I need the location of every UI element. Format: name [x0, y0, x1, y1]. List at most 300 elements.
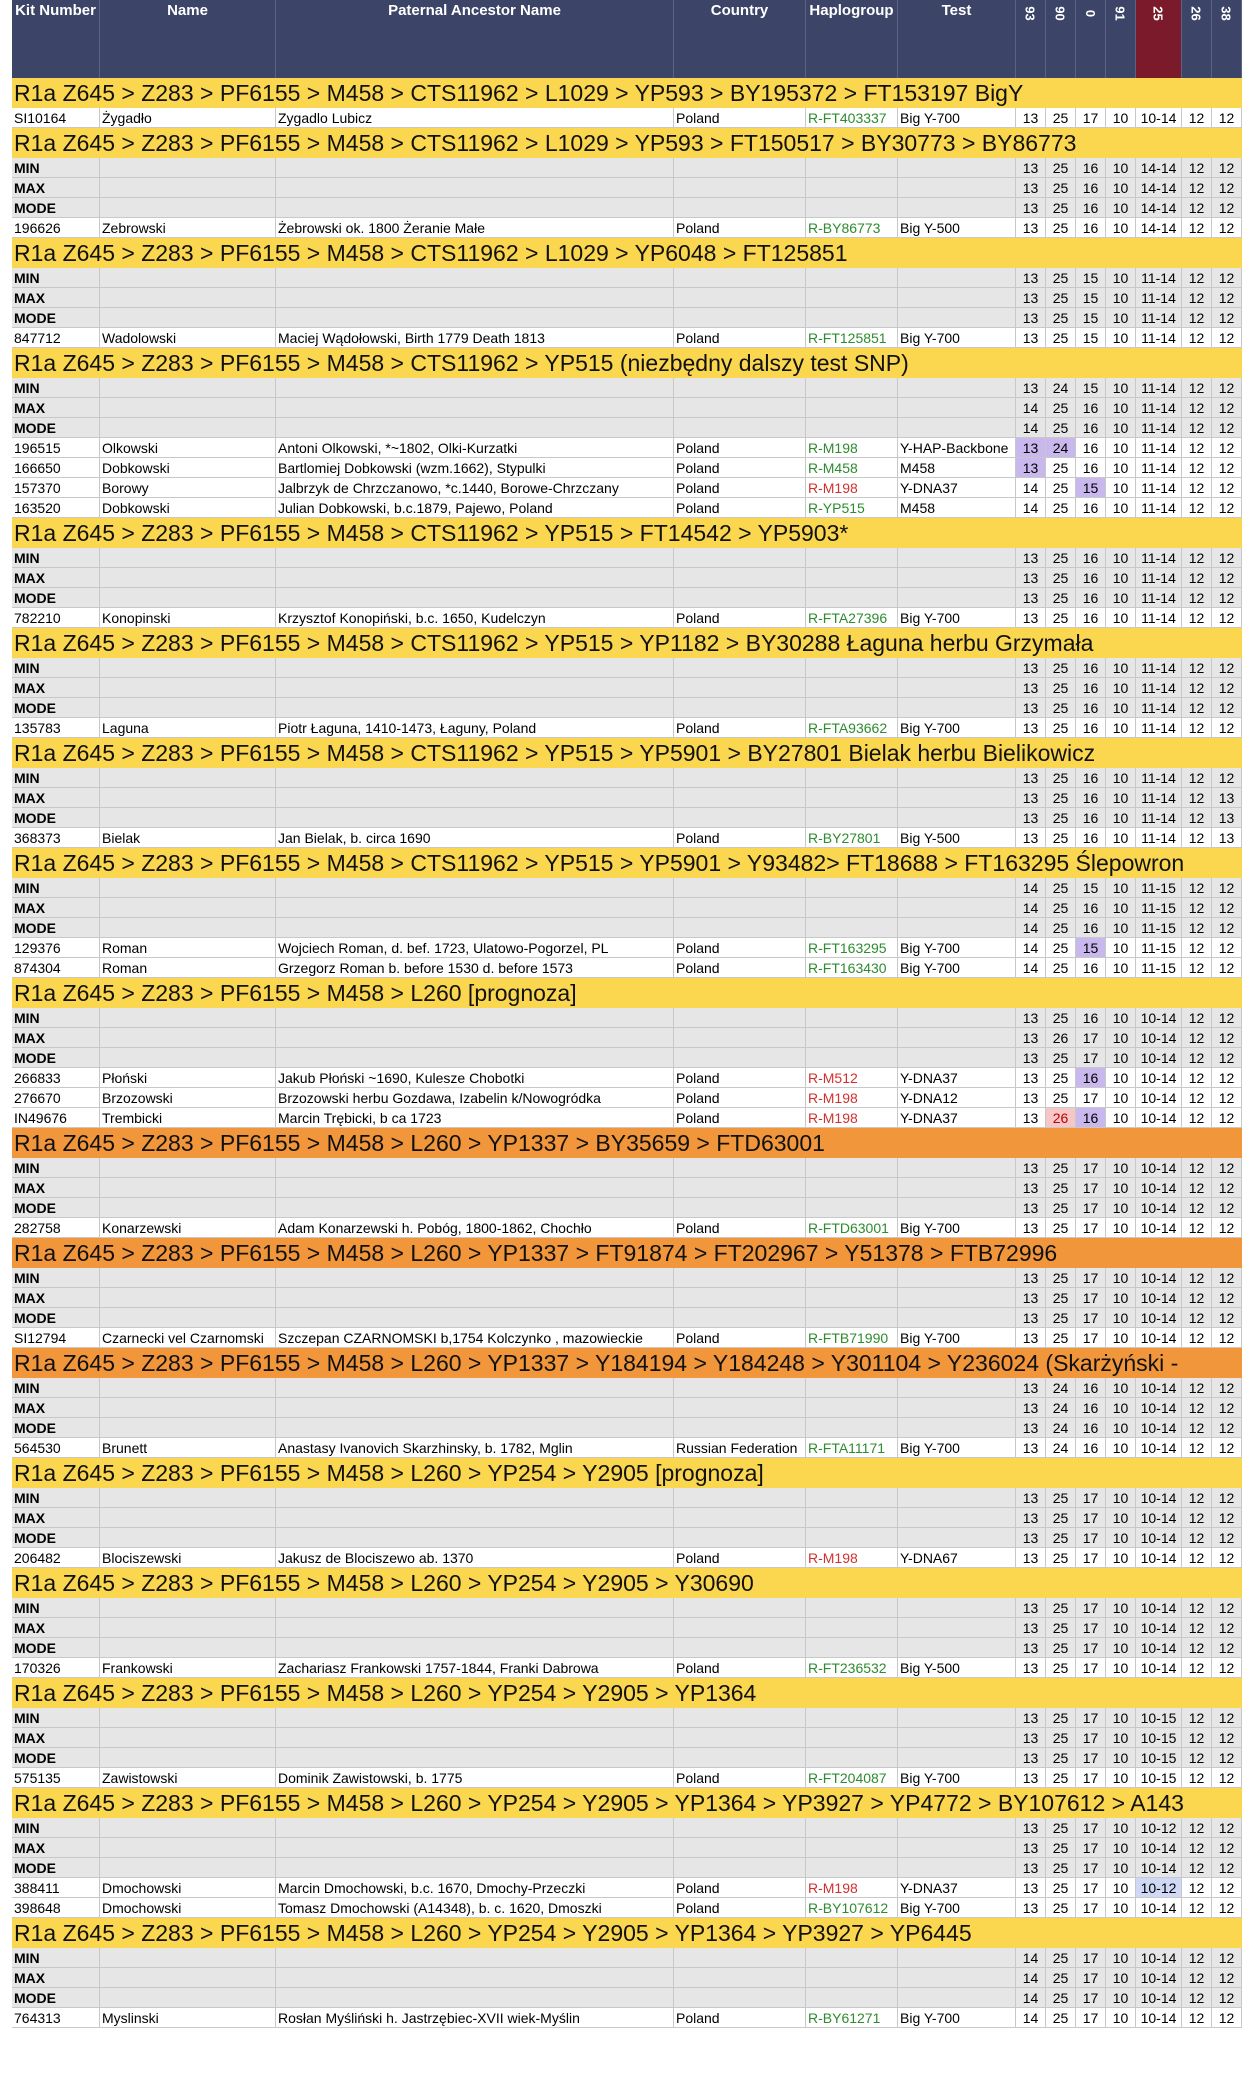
- stat-row: [12, 1748, 1242, 1768]
- kit-number-cell: 196626: [12, 218, 100, 237]
- marker-value-cell: 25: [1046, 458, 1076, 477]
- table-cell: [100, 1178, 276, 1197]
- marker-value-cell: 12: [1182, 808, 1212, 827]
- table-cell: [806, 1988, 898, 2007]
- kit-number-cell: 163520: [12, 498, 100, 517]
- country-cell: Poland: [674, 938, 806, 957]
- stat-row: [12, 678, 1242, 698]
- table-cell: [806, 1528, 898, 1547]
- haplogroup-path-row: R1a Z645 > Z283 > PF6155 > M458 > L260 > YP254 > Y2905 > YP1364 > YP3927 > YP4772 > BY107612 > A143: [12, 1788, 1242, 1818]
- label-cell: MAX: [12, 1028, 100, 1047]
- table-cell: [674, 1268, 806, 1287]
- marker-value-cell: 10: [1106, 1028, 1136, 1047]
- haplogroup-path-row: R1a Z645 > Z283 > PF6155 > M458 > L260 > YP254 > Y2905 > YP1364 > YP3927 > YP6445: [12, 1918, 1242, 1948]
- kit-number-cell: 129376: [12, 938, 100, 957]
- marker-value-cell: 10: [1106, 878, 1136, 897]
- label-cell: MAX: [12, 398, 100, 417]
- marker-value-cell: 25: [1046, 658, 1076, 677]
- marker-value-cell: 10-14: [1136, 1838, 1182, 1857]
- label-cell: MIN: [12, 1008, 100, 1027]
- table-cell: [674, 1748, 806, 1767]
- marker-value-cell: 10-14: [1136, 1548, 1182, 1567]
- table-cell: [898, 1748, 1016, 1767]
- stat-row: [12, 1638, 1242, 1658]
- marker-value-cell: 12: [1182, 958, 1212, 977]
- stat-row: [12, 1488, 1242, 1508]
- marker-value-cell: 10: [1106, 918, 1136, 937]
- marker-value-cell: 11-14: [1136, 308, 1182, 327]
- name-cell: Olkowski: [100, 438, 276, 457]
- marker-value-cell: 25: [1046, 1988, 1076, 2007]
- table-cell: [100, 1048, 276, 1067]
- marker-value-cell: 12: [1212, 198, 1242, 217]
- label-cell: MODE: [12, 808, 100, 827]
- name-cell: Dmochowski: [100, 1898, 276, 1917]
- marker-value-cell: 10-14: [1136, 1308, 1182, 1327]
- marker-value-cell: 12: [1182, 1438, 1212, 1457]
- name-cell: Płoński: [100, 1068, 276, 1087]
- marker-value-cell: 12: [1182, 768, 1212, 787]
- marker-value-cell: 13: [1016, 1658, 1046, 1677]
- marker-value-cell: 12: [1182, 1508, 1212, 1527]
- marker-value-cell: 17: [1076, 1768, 1106, 1787]
- marker-value-cell: 12: [1182, 418, 1212, 437]
- country-cell: Poland: [674, 498, 806, 517]
- marker-value-cell: 10-14: [1136, 1158, 1182, 1177]
- marker-value-cell: 14: [1016, 1968, 1046, 1987]
- table-cell: [276, 1378, 674, 1397]
- marker-value-cell: 12: [1182, 438, 1212, 457]
- table-cell: [674, 658, 806, 677]
- table-cell: [806, 1708, 898, 1727]
- marker-value-cell: 12: [1182, 308, 1212, 327]
- marker-value-cell: 12: [1182, 1708, 1212, 1727]
- marker-value-cell: 12: [1182, 1878, 1212, 1897]
- marker-value-cell: 13: [1016, 1178, 1046, 1197]
- marker-value-cell: 14: [1016, 1948, 1046, 1967]
- stat-row: [12, 808, 1242, 828]
- column-header[interactable]: [806, 0, 898, 78]
- marker-value-cell: 12: [1212, 1528, 1242, 1547]
- table-cell: [674, 878, 806, 897]
- marker-value-cell: 12: [1212, 768, 1242, 787]
- marker-value-cell: 10-14: [1136, 1968, 1182, 1987]
- stat-row: [12, 698, 1242, 718]
- marker-value-cell: 25: [1046, 1288, 1076, 1307]
- kit-number-cell: 764313: [12, 2008, 100, 2027]
- column-header-label: 26: [1189, 6, 1204, 21]
- table-cell: [276, 918, 674, 937]
- table-cell: [100, 1028, 276, 1047]
- stat-row: [12, 918, 1242, 938]
- marker-value-cell: 10: [1106, 1158, 1136, 1177]
- marker-value-cell: 10: [1106, 678, 1136, 697]
- marker-value-cell: 12: [1182, 1528, 1212, 1547]
- table-cell: [898, 178, 1016, 197]
- marker-value-cell: 16: [1076, 718, 1106, 737]
- test-cell: Big Y-700: [898, 1898, 1016, 1917]
- marker-value-cell: 11-14: [1136, 788, 1182, 807]
- marker-value-cell: 11-14: [1136, 398, 1182, 417]
- table-cell: [806, 678, 898, 697]
- marker-value-cell: 12: [1182, 1898, 1212, 1917]
- table-cell: [674, 378, 806, 397]
- marker-value-cell: 17: [1076, 1598, 1106, 1617]
- table-cell: [806, 1858, 898, 1877]
- marker-value-cell: 11-14: [1136, 658, 1182, 677]
- marker-value-cell: 12: [1182, 1268, 1212, 1287]
- marker-value-cell: 17: [1076, 1988, 1106, 2007]
- column-header[interactable]: [1076, 0, 1106, 78]
- test-cell: M458: [898, 458, 1016, 477]
- table-cell: [674, 1988, 806, 2007]
- marker-value-cell: 13: [1016, 288, 1046, 307]
- marker-value-cell: 25: [1046, 198, 1076, 217]
- marker-value-cell: 12: [1212, 608, 1242, 627]
- marker-value-cell: 13: [1016, 1218, 1046, 1237]
- marker-value-cell: 13: [1016, 1618, 1046, 1637]
- table-cell: [276, 588, 674, 607]
- table-cell: [674, 1288, 806, 1307]
- table-cell: [898, 1728, 1016, 1747]
- marker-value-cell: 16: [1076, 438, 1106, 457]
- marker-value-cell: 13: [1016, 1418, 1046, 1437]
- marker-value-cell: 12: [1212, 1898, 1242, 1917]
- haplogroup-cell: R-BY86773: [806, 218, 898, 237]
- marker-value-cell: 13: [1016, 1378, 1046, 1397]
- marker-value-cell: 10: [1106, 268, 1136, 287]
- marker-value-cell: 14-14: [1136, 198, 1182, 217]
- table-cell: [806, 1028, 898, 1047]
- ancestor-cell: Julian Dobkowski, b.c.1879, Pajewo, Poland: [276, 498, 674, 517]
- marker-value-cell: 10: [1106, 698, 1136, 717]
- marker-value-cell: 10: [1106, 1818, 1136, 1837]
- marker-value-cell: 13: [1016, 568, 1046, 587]
- stat-row: [12, 788, 1242, 808]
- kit-number-cell: 196515: [12, 438, 100, 457]
- marker-value-cell: 12: [1212, 718, 1242, 737]
- marker-value-cell: 25: [1046, 768, 1076, 787]
- table-header: [12, 0, 1242, 78]
- marker-value-cell: 10: [1106, 378, 1136, 397]
- table-cell: [276, 548, 674, 567]
- marker-value-cell: 12: [1212, 1858, 1242, 1877]
- marker-value-cell: 10: [1106, 1598, 1136, 1617]
- haplogroup-cell: R-YP515: [806, 498, 898, 517]
- column-header[interactable]: [1046, 0, 1076, 78]
- column-header[interactable]: [1136, 0, 1182, 78]
- table-cell: [898, 568, 1016, 587]
- marker-value-cell: 13: [1016, 1438, 1046, 1457]
- table-cell: [276, 1838, 674, 1857]
- marker-value-cell: 12: [1212, 958, 1242, 977]
- table-cell: [674, 1198, 806, 1217]
- marker-value-cell: 25: [1046, 1598, 1076, 1617]
- table-cell: [898, 808, 1016, 827]
- marker-value-cell: 25: [1046, 1328, 1076, 1347]
- table-row: [12, 608, 1242, 628]
- marker-value-cell: 15: [1076, 328, 1106, 347]
- marker-value-cell: 12: [1212, 478, 1242, 497]
- table-cell: [674, 1028, 806, 1047]
- table-cell: [674, 1158, 806, 1177]
- stat-row: [12, 378, 1242, 398]
- column-header-label: Kit Number: [15, 2, 96, 19]
- table-cell: [806, 178, 898, 197]
- marker-value-cell: 10: [1106, 1288, 1136, 1307]
- stat-row: [12, 1048, 1242, 1068]
- table-cell: [898, 588, 1016, 607]
- marker-value-cell: 13: [1016, 178, 1046, 197]
- marker-value-cell: 25: [1046, 1838, 1076, 1857]
- column-header[interactable]: [12, 0, 100, 78]
- column-header[interactable]: [898, 0, 1016, 78]
- table-cell: [100, 398, 276, 417]
- marker-value-cell: 16: [1076, 418, 1106, 437]
- table-cell: [806, 1638, 898, 1657]
- table-cell: [898, 378, 1016, 397]
- column-header-label: 91: [1113, 6, 1128, 21]
- stat-row: [12, 1708, 1242, 1728]
- marker-value-cell: 12: [1182, 1598, 1212, 1617]
- marker-value-cell: 16: [1076, 158, 1106, 177]
- marker-value-cell: 13: [1016, 1398, 1046, 1417]
- country-cell: Poland: [674, 218, 806, 237]
- marker-value-cell: 11-14: [1136, 588, 1182, 607]
- marker-value-cell: 12: [1212, 568, 1242, 587]
- marker-value-cell: 10: [1106, 218, 1136, 237]
- marker-value-cell: 12: [1212, 1438, 1242, 1457]
- marker-value-cell: 17: [1076, 1048, 1106, 1067]
- marker-value-cell: 25: [1046, 1728, 1076, 1747]
- table-cell: [898, 1008, 1016, 1027]
- marker-value-cell: 14: [1016, 878, 1046, 897]
- ancestor-cell: Maciej Wądołowski, Birth 1779 Death 1813: [276, 328, 674, 347]
- column-header[interactable]: [1106, 0, 1136, 78]
- table-row: [12, 938, 1242, 958]
- marker-value-cell: 12: [1212, 108, 1242, 127]
- marker-value-cell: 11-14: [1136, 418, 1182, 437]
- table-cell: [674, 568, 806, 587]
- haplogroup-cell: R-FTA11171: [806, 1438, 898, 1457]
- table-cell: [100, 1748, 276, 1767]
- marker-value-cell: 12: [1182, 718, 1212, 737]
- table-row: [12, 1438, 1242, 1458]
- label-cell: MAX: [12, 1398, 100, 1417]
- marker-value-cell: 13: [1212, 808, 1242, 827]
- kit-number-cell: 157370: [12, 478, 100, 497]
- kit-number-cell: 170326: [12, 1658, 100, 1677]
- name-cell: Dobkowski: [100, 498, 276, 517]
- marker-value-cell: 11-14: [1136, 808, 1182, 827]
- label-cell: MODE: [12, 418, 100, 437]
- table-cell: [100, 918, 276, 937]
- marker-value-cell: 12: [1212, 1878, 1242, 1897]
- table-cell: [100, 308, 276, 327]
- marker-value-cell: 12: [1212, 498, 1242, 517]
- table-cell: [898, 658, 1016, 677]
- marker-value-cell: 13: [1016, 1328, 1046, 1347]
- marker-value-cell: 10: [1106, 788, 1136, 807]
- marker-value-cell: 12: [1182, 158, 1212, 177]
- marker-value-cell: 14: [1016, 478, 1046, 497]
- marker-value-cell: 17: [1076, 1508, 1106, 1527]
- marker-value-cell: 25: [1046, 828, 1076, 847]
- column-header[interactable]: [1212, 0, 1242, 78]
- marker-value-cell: 12: [1212, 1288, 1242, 1307]
- table-cell: [806, 698, 898, 717]
- table-cell: [276, 788, 674, 807]
- marker-value-cell: 10: [1106, 198, 1136, 217]
- column-header[interactable]: [100, 0, 276, 78]
- country-cell: Poland: [674, 1658, 806, 1677]
- marker-value-cell: 12: [1212, 308, 1242, 327]
- column-header[interactable]: [674, 0, 806, 78]
- stat-row: [12, 1838, 1242, 1858]
- haplogroup-path-row: R1a Z645 > Z283 > PF6155 > M458 > L260 > YP254 > Y2905 > YP1364: [12, 1678, 1242, 1708]
- marker-value-cell: 11-14: [1136, 718, 1182, 737]
- marker-value-cell: 25: [1046, 878, 1076, 897]
- haplogroup-cell: R-M198: [806, 1548, 898, 1567]
- marker-value-cell: 25: [1046, 698, 1076, 717]
- marker-value-cell: 12: [1182, 1068, 1212, 1087]
- marker-value-cell: 10-12: [1136, 1878, 1182, 1897]
- kit-number-cell: 564530: [12, 1438, 100, 1457]
- haplogroup-cell: R-FTA27396: [806, 608, 898, 627]
- kit-number-cell: 398648: [12, 1898, 100, 1917]
- ancestor-cell: Jalbrzyk de Chrzczanowo, *c.1440, Borowe-Chrzczany: [276, 478, 674, 497]
- name-cell: Dmochowski: [100, 1878, 276, 1897]
- marker-value-cell: 10: [1106, 588, 1136, 607]
- marker-value-cell: 12: [1182, 2008, 1212, 2027]
- name-cell: Czarnecki vel Czarnomski: [100, 1328, 276, 1347]
- table-cell: [806, 1618, 898, 1637]
- haplogroup-path-row: R1a Z645 > Z283 > PF6155 > M458 > L260 > YP1337 > Y184194 > Y184248 > Y301104 > Y236024 (Skarżyński -: [12, 1348, 1242, 1378]
- marker-value-cell: 12: [1212, 1598, 1242, 1617]
- marker-value-cell: 10-14: [1136, 1198, 1182, 1217]
- table-cell: [674, 1378, 806, 1397]
- marker-value-cell: 13: [1016, 1008, 1046, 1027]
- haplogroup-path-row: R1a Z645 > Z283 > PF6155 > M458 > CTS11962 > L1029 > YP593 > FT150517 > BY30773 > BY86773: [12, 128, 1242, 158]
- table-cell: [674, 198, 806, 217]
- marker-value-cell: 25: [1046, 218, 1076, 237]
- table-cell: [898, 1708, 1016, 1727]
- ancestor-cell: Brzozowski herbu Gozdawa, Izabelin k/Nowogródka: [276, 1088, 674, 1107]
- table-cell: [806, 588, 898, 607]
- table-cell: [806, 1418, 898, 1437]
- marker-value-cell: 12: [1182, 1048, 1212, 1067]
- marker-value-cell: 16: [1076, 1418, 1106, 1437]
- haplogroup-cell: R-FTB71990: [806, 1328, 898, 1347]
- dna-results-table: [12, 0, 1242, 2076]
- marker-value-cell: 14-14: [1136, 158, 1182, 177]
- marker-value-cell: 10-14: [1136, 1048, 1182, 1067]
- marker-value-cell: 13: [1016, 788, 1046, 807]
- country-cell: Poland: [674, 1108, 806, 1127]
- column-header[interactable]: [276, 0, 674, 78]
- label-cell: MAX: [12, 1288, 100, 1307]
- label-cell: MODE: [12, 1748, 100, 1767]
- marker-value-cell: 12: [1182, 1418, 1212, 1437]
- haplogroup-path-row: R1a Z645 > Z283 > PF6155 > M458 > CTS11962 > YP515 (niezbędny dalszy test SNP): [12, 348, 1242, 378]
- marker-value-cell: 10: [1106, 1048, 1136, 1067]
- test-cell: Big Y-500: [898, 828, 1016, 847]
- table-cell: [100, 1158, 276, 1177]
- stat-row: [12, 1308, 1242, 1328]
- marker-value-cell: 12: [1182, 1838, 1212, 1857]
- column-header[interactable]: [1182, 0, 1212, 78]
- marker-value-cell: 11-14: [1136, 498, 1182, 517]
- ancestor-cell: Marcin Trębicki, b ca 1723: [276, 1108, 674, 1127]
- table-cell: [100, 1488, 276, 1507]
- marker-value-cell: 25: [1046, 1008, 1076, 1027]
- marker-value-cell: 12: [1182, 658, 1212, 677]
- marker-value-cell: 10: [1106, 1008, 1136, 1027]
- label-cell: MODE: [12, 308, 100, 327]
- marker-value-cell: 13: [1016, 1048, 1046, 1067]
- stat-row: [12, 1968, 1242, 1988]
- table-cell: [276, 1598, 674, 1617]
- stat-row: [12, 1728, 1242, 1748]
- marker-value-cell: 25: [1046, 398, 1076, 417]
- marker-value-cell: 10: [1106, 1398, 1136, 1417]
- table-cell: [806, 1008, 898, 1027]
- marker-value-cell: 10: [1106, 478, 1136, 497]
- table-cell: [674, 178, 806, 197]
- column-header-label: 25: [1151, 6, 1166, 21]
- table-cell: [674, 1488, 806, 1507]
- table-cell: [898, 1418, 1016, 1437]
- name-cell: Zebrowski: [100, 218, 276, 237]
- table-cell: [100, 1308, 276, 1327]
- label-cell: MIN: [12, 548, 100, 567]
- marker-value-cell: 12: [1212, 288, 1242, 307]
- marker-value-cell: 15: [1076, 378, 1106, 397]
- country-cell: Poland: [674, 1088, 806, 1107]
- stat-row: [12, 768, 1242, 788]
- marker-value-cell: 12: [1182, 1618, 1212, 1637]
- marker-value-cell: 24: [1046, 1378, 1076, 1397]
- table-cell: [100, 1198, 276, 1217]
- stat-row: [12, 1288, 1242, 1308]
- test-cell: Big Y-700: [898, 2008, 1016, 2027]
- ancestor-cell: Zachariasz Frankowski 1757-1844, Franki Dabrowa: [276, 1658, 674, 1677]
- stat-row: [12, 198, 1242, 218]
- table-cell: [674, 788, 806, 807]
- stat-row: [12, 1178, 1242, 1198]
- table-cell: [898, 1988, 1016, 2007]
- label-cell: MIN: [12, 768, 100, 787]
- column-header[interactable]: [1016, 0, 1046, 78]
- marker-value-cell: 12: [1182, 328, 1212, 347]
- label-cell: MODE: [12, 588, 100, 607]
- marker-value-cell: 13: [1016, 1198, 1046, 1217]
- haplogroup-path-row: R1a Z645 > Z283 > PF6155 > M458 > CTS11962 > YP515 > YP1182 > BY30288 Łaguna herbu Grzymała: [12, 628, 1242, 658]
- marker-value-cell: 25: [1046, 678, 1076, 697]
- table-cell: [806, 308, 898, 327]
- marker-value-cell: 25: [1046, 1308, 1076, 1327]
- marker-value-cell: 10: [1106, 1548, 1136, 1567]
- country-cell: Poland: [674, 1328, 806, 1347]
- marker-value-cell: 12: [1182, 1308, 1212, 1327]
- ancestor-cell: Bartlomiej Dobkowski (wzm.1662), Stypulki: [276, 458, 674, 477]
- table-row: [12, 828, 1242, 848]
- marker-value-cell: 25: [1046, 288, 1076, 307]
- marker-value-cell: 10-14: [1136, 1028, 1182, 1047]
- table-row: [12, 1898, 1242, 1918]
- label-cell: MODE: [12, 918, 100, 937]
- marker-value-cell: 10-15: [1136, 1708, 1182, 1727]
